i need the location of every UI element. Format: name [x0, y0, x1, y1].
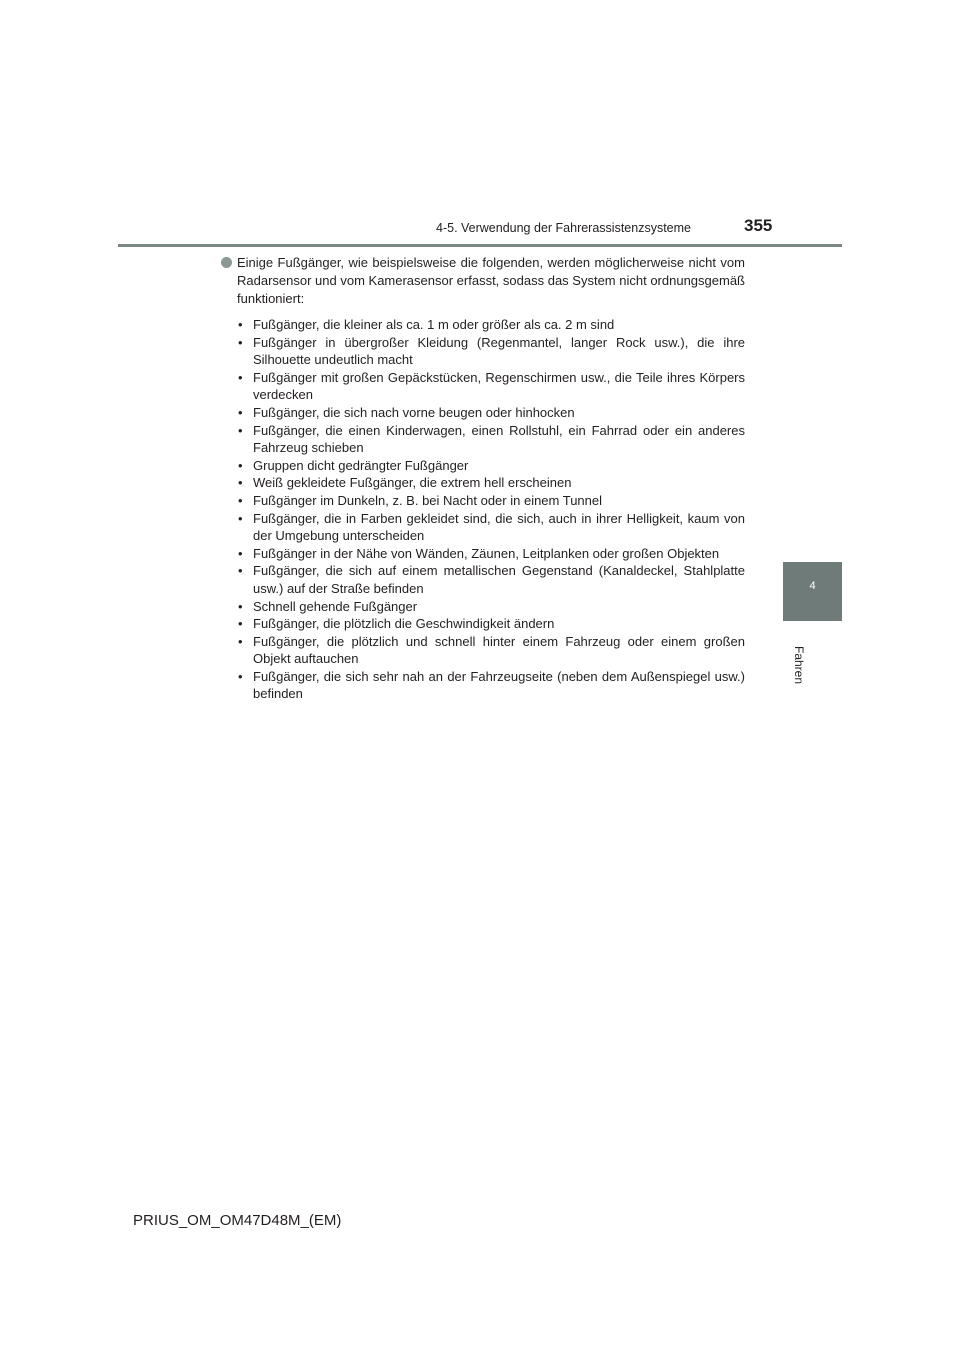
document-code: PRIUS_OM_OM47D48M_(EM)	[133, 1212, 342, 1229]
pedestrian-condition-list	[223, 316, 745, 703]
list-item: • Fußgänger, die einen Kinderwagen, einen Rollstuhl, ein Fahrrad oder ein anderes Fahrzeug schieben	[237, 422, 745, 457]
list-item: • Fußgänger, die sich nach vorne beugen oder hinhocken	[237, 404, 745, 422]
section-title: 4-5. Verwendung der Fahrerassistenzsysteme	[436, 221, 691, 235]
list-item: • Weiß gekleidete Fußgänger, die extrem hell erscheinen	[237, 474, 745, 492]
list-item: • Fußgänger in der Nähe von Wänden, Zäunen, Leitplanken oder großen Objekten	[237, 545, 745, 563]
list-item: • Fußgänger, die kleiner als ca. 1 m oder größer als ca. 2 m sind	[237, 316, 745, 334]
chapter-number: 4	[809, 580, 816, 592]
list-item: • Fußgänger, die plötzlich die Geschwindigkeit ändern	[237, 615, 745, 633]
list-item: • Schnell gehende Fußgänger	[237, 598, 745, 616]
circle-bullet-icon	[221, 257, 232, 268]
list-item: • Fußgänger mit großen Gepäckstücken, Regenschirmen usw., die Teile ihres Körpers verdecken	[237, 369, 745, 404]
page-number: 355	[744, 216, 773, 235]
list-item: • Gruppen dicht gedrängter Fußgänger	[237, 457, 745, 475]
list-item: • Fußgänger im Dunkeln, z. B. bei Nacht oder in einem Tunnel	[237, 492, 745, 510]
list-item: • Fußgänger, die in Farben gekleidet sind, die sich, auch in ihrer Helligkeit, kaum von der Umgebung unterscheiden	[237, 510, 745, 545]
main-content	[223, 254, 745, 703]
header-divider	[118, 244, 842, 247]
list-item: • Fußgänger in übergroßer Kleidung (Regenmantel, langer Rock usw.), die ihre Silhouette undeutlich macht	[237, 334, 745, 369]
list-item: • Fußgänger, die plötzlich und schnell hinter einem Fahrzeug oder einem großen Objekt auftauchen	[237, 633, 745, 668]
list-item: • Fußgänger, die sich sehr nah an der Fahrzeugseite (neben dem Außenspiegel usw.) befinden	[237, 668, 745, 703]
list-item: • Fußgänger, die sich auf einem metallischen Gegenstand (Kanaldeckel, Stahlplatte usw.) auf der Straße befinden	[237, 562, 745, 597]
lead-text: Einige Fußgänger, wie beispielsweise die folgenden, werden möglicherweise nicht vom Radarsensor und vom Kamerasensor erfasst, sodass das System nicht ordnungsgemäß funktioniert:	[237, 255, 745, 306]
chapter-label: Fahren	[792, 646, 806, 685]
lead-paragraph	[223, 254, 745, 308]
chapter-tab	[783, 562, 842, 621]
